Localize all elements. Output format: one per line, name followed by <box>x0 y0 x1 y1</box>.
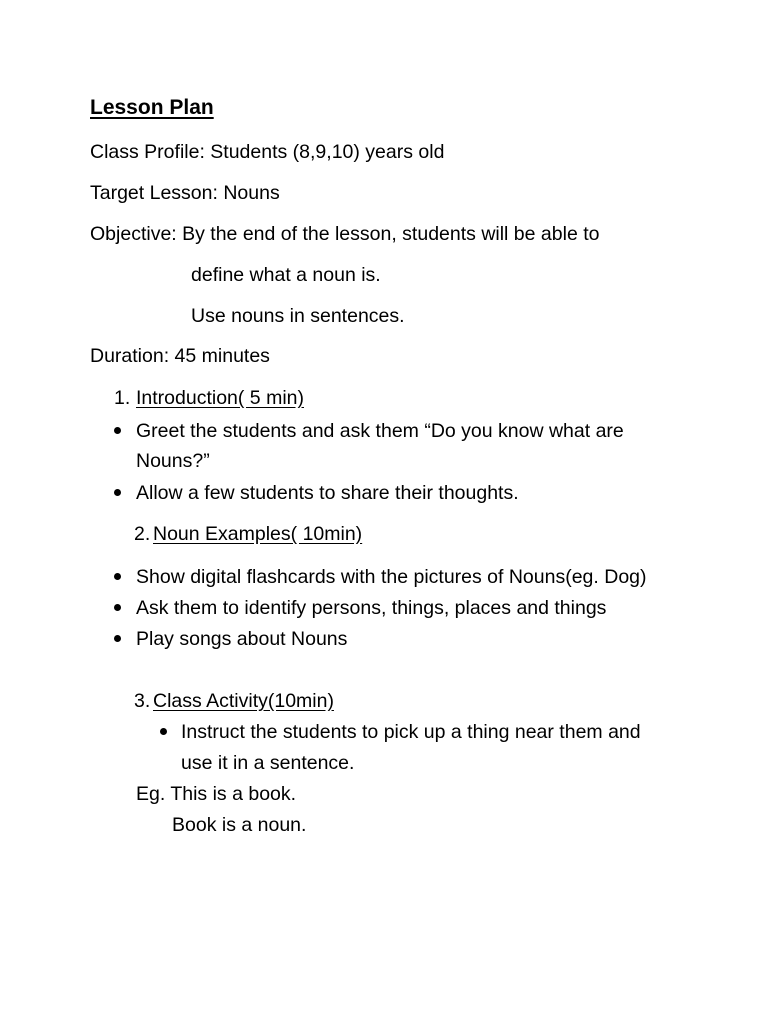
objective-point: define what a noun is. <box>191 264 381 286</box>
bullet-icon <box>114 427 121 434</box>
bullet-icon <box>114 489 121 496</box>
example-line: Eg. This is a book. <box>136 783 297 805</box>
page-title: Lesson Plan <box>90 96 214 119</box>
bullet-icon <box>160 728 167 735</box>
duration: Duration: 45 minutes <box>90 345 270 367</box>
section1-heading: Introduction( 5 min) <box>136 387 304 409</box>
bullet-icon <box>114 573 121 580</box>
example-line: Book is a noun. <box>172 814 307 836</box>
section3-number: 3. <box>134 690 151 712</box>
section1-bullet-text: Nouns?” <box>136 450 210 472</box>
section2-bullet-text: Ask them to identify persons, things, places and things <box>136 597 607 619</box>
section3-bullet-text: use it in a sentence. <box>181 752 355 774</box>
section3-bullet-text: Instruct the students to pick up a thing near them and <box>181 721 641 743</box>
section3-heading: Class Activity(10min) <box>153 690 334 712</box>
section1-bullet-text: Greet the students and ask them “Do you know what are <box>136 420 624 442</box>
section2-bullet-text: Play songs about Nouns <box>136 628 348 650</box>
class-profile: Class Profile: Students (8,9,10) years old <box>90 141 445 163</box>
bullet-icon <box>114 635 121 642</box>
section1-number: 1. <box>114 387 131 409</box>
bullet-icon <box>114 604 121 611</box>
target-lesson: Target Lesson: Nouns <box>90 182 280 204</box>
objective-intro: Objective: By the end of the lesson, students will be able to <box>90 223 600 245</box>
section2-number: 2. <box>134 523 151 545</box>
objective-point: Use nouns in sentences. <box>191 305 405 327</box>
section1-bullet-text: Allow a few students to share their thoughts. <box>136 482 519 504</box>
section2-bullet-text: Show digital flashcards with the pictures of Nouns(eg. Dog) <box>136 566 647 588</box>
section2-heading: Noun Examples( 10min) <box>153 523 363 545</box>
